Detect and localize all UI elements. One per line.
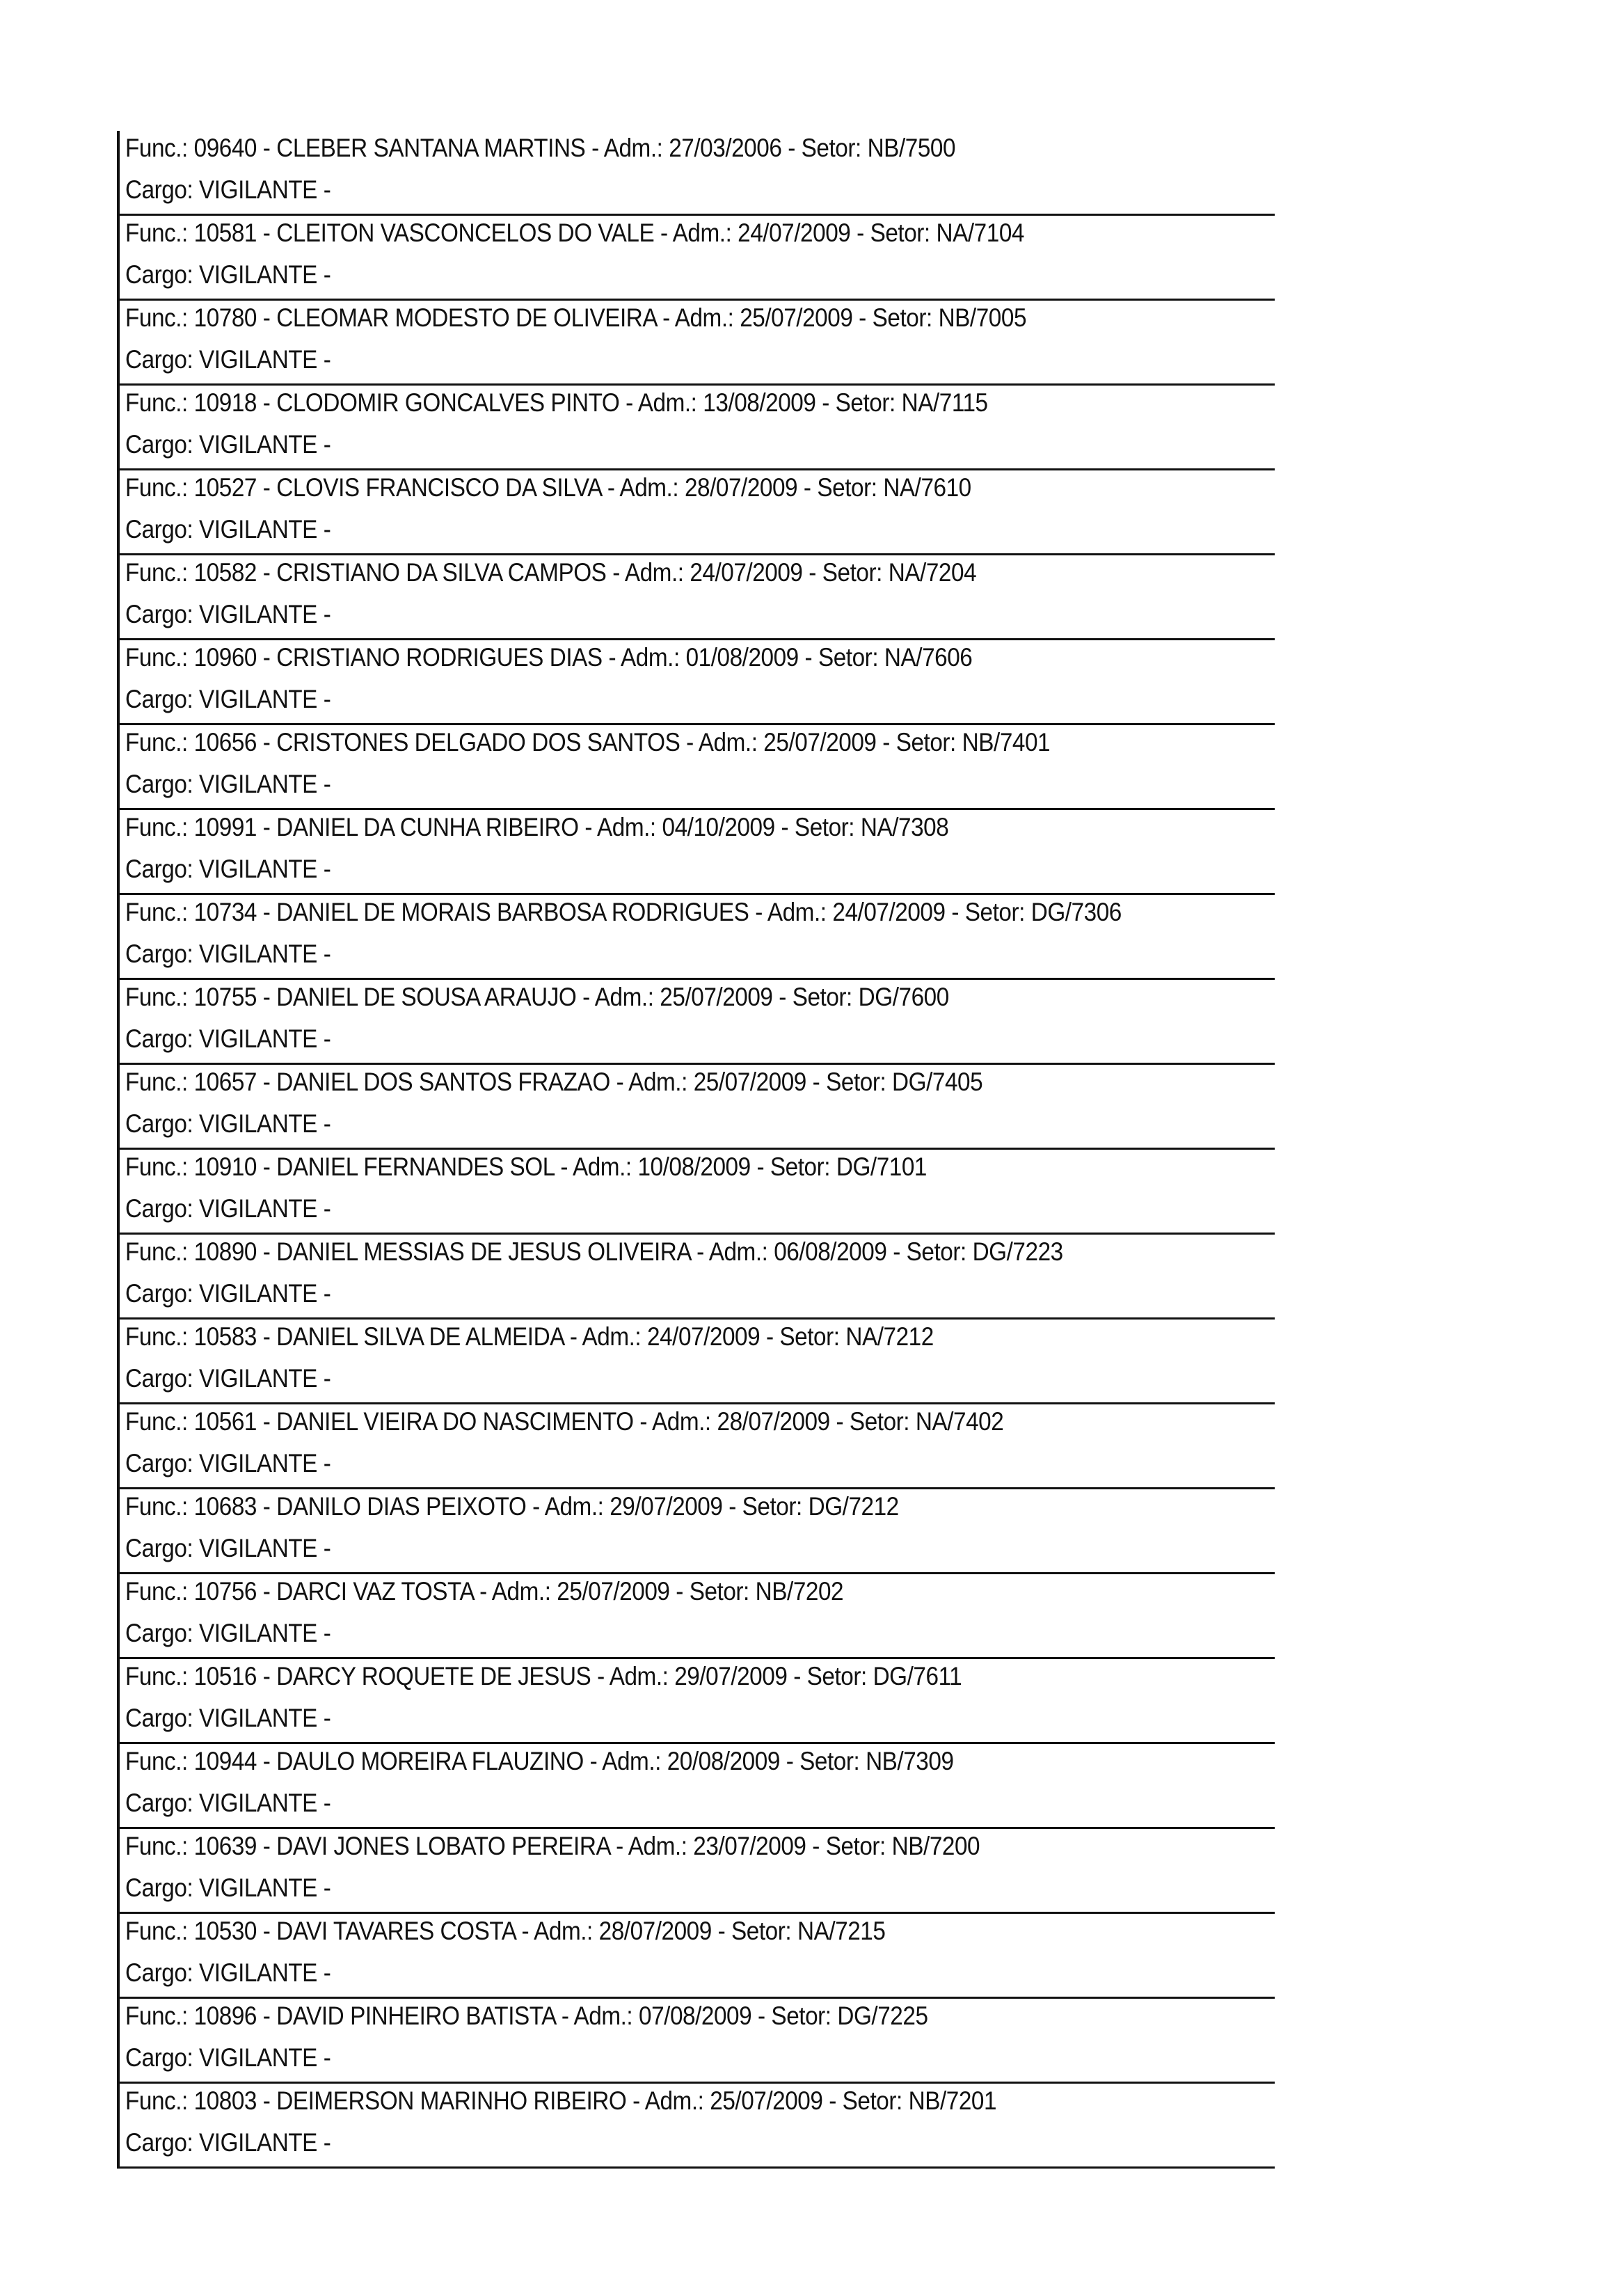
record-employee-line: Func.: 10516 - DARCY ROQUETE DE JESUS - Adm.: 29/07/2009 - Setor: DG/7611 (125, 1662, 962, 1690)
employee-record (117, 895, 1275, 980)
record-cargo-line: Cargo: VIGILANTE - (125, 940, 331, 968)
record-cargo-line: Cargo: VIGILANTE - (125, 2043, 331, 2072)
record-cargo-line: Cargo: VIGILANTE - (125, 1873, 331, 1902)
record-employee-line: Func.: 10683 - DANILO DIAS PEIXOTO - Adm.: 29/07/2009 - Setor: DG/7212 (125, 1492, 899, 1521)
record-employee-line: Func.: 10734 - DANIEL DE MORAIS BARBOSA RODRIGUES - Adm.: 24/07/2009 - Setor: DG/7306 (125, 898, 1122, 926)
record-cargo-line: Cargo: VIGILANTE - (125, 1109, 331, 1138)
record-cargo-line: Cargo: VIGILANTE - (125, 260, 331, 289)
employee-record (117, 470, 1275, 555)
record-employee-line: Func.: 10991 - DANIEL DA CUNHA RIBEIRO - Adm.: 04/10/2009 - Setor: NA/7308 (125, 813, 949, 841)
employee-record (117, 1489, 1275, 1574)
employee-record (117, 1659, 1275, 1744)
record-employee-line: Func.: 10910 - DANIEL FERNANDES SOL - Adm.: 10/08/2009 - Setor: DG/7101 (125, 1152, 927, 1181)
employee-record (117, 1914, 1275, 1999)
record-cargo-line: Cargo: VIGILANTE - (125, 515, 331, 544)
record-cargo-line: Cargo: VIGILANTE - (125, 1364, 331, 1393)
employee-record (117, 131, 1275, 216)
record-cargo-line: Cargo: VIGILANTE - (125, 345, 331, 374)
employee-record (117, 810, 1275, 895)
record-employee-line: Func.: 10756 - DARCI VAZ TOSTA - Adm.: 25/07/2009 - Setor: NB/7202 (125, 1577, 844, 1606)
employee-record (117, 640, 1275, 725)
record-cargo-line: Cargo: VIGILANTE - (125, 1279, 331, 1308)
record-employee-line: Func.: 10527 - CLOVIS FRANCISCO DA SILVA - Adm.: 28/07/2009 - Setor: NA/7610 (125, 473, 971, 502)
employee-record (117, 980, 1275, 1065)
record-cargo-line: Cargo: VIGILANTE - (125, 430, 331, 459)
employee-record (117, 1235, 1275, 1320)
record-cargo-line: Cargo: VIGILANTE - (125, 1958, 331, 1987)
employee-record (117, 386, 1275, 470)
record-employee-line: Func.: 10582 - CRISTIANO DA SILVA CAMPOS - Adm.: 24/07/2009 - Setor: NA/7204 (125, 558, 977, 587)
record-cargo-line: Cargo: VIGILANTE - (125, 1534, 331, 1562)
record-employee-line: Func.: 10583 - DANIEL SILVA DE ALMEIDA - Adm.: 24/07/2009 - Setor: NA/7212 (125, 1322, 934, 1351)
record-cargo-line: Cargo: VIGILANTE - (125, 855, 331, 883)
record-cargo-line: Cargo: VIGILANTE - (125, 1619, 331, 1647)
record-cargo-line: Cargo: VIGILANTE - (125, 685, 331, 713)
record-employee-line: Func.: 10581 - CLEITON VASCONCELOS DO VALE - Adm.: 24/07/2009 - Setor: NA/7104 (125, 219, 1024, 247)
record-employee-line: Func.: 10657 - DANIEL DOS SANTOS FRAZAO - Adm.: 25/07/2009 - Setor: DG/7405 (125, 1068, 983, 1096)
record-employee-line: Func.: 10639 - DAVI JONES LOBATO PEREIRA - Adm.: 23/07/2009 - Setor: NB/7200 (125, 1832, 980, 1860)
record-employee-line: Func.: 10890 - DANIEL MESSIAS DE JESUS OLIVEIRA - Adm.: 06/08/2009 - Setor: DG/7223 (125, 1237, 1063, 1266)
record-employee-line: Func.: 10918 - CLODOMIR GONCALVES PINTO - Adm.: 13/08/2009 - Setor: NA/7115 (125, 388, 988, 417)
employee-record (117, 1320, 1275, 1404)
record-employee-line: Func.: 10561 - DANIEL VIEIRA DO NASCIMENTO - Adm.: 28/07/2009 - Setor: NA/7402 (125, 1407, 1004, 1436)
employee-record (117, 1574, 1275, 1659)
record-cargo-line: Cargo: VIGILANTE - (125, 770, 331, 798)
record-employee-line: Func.: 09640 - CLEBER SANTANA MARTINS - Adm.: 27/03/2006 - Setor: NB/7500 (125, 134, 956, 162)
record-employee-line: Func.: 10530 - DAVI TAVARES COSTA - Adm.: 28/07/2009 - Setor: NA/7215 (125, 1917, 886, 1945)
employee-record (117, 2084, 1275, 2169)
record-employee-line: Func.: 10656 - CRISTONES DELGADO DOS SANTOS - Adm.: 25/07/2009 - Setor: NB/7401 (125, 728, 1051, 756)
record-cargo-line: Cargo: VIGILANTE - (125, 1789, 331, 1817)
record-cargo-line: Cargo: VIGILANTE - (125, 600, 331, 628)
employee-record (117, 1999, 1275, 2084)
record-cargo-line: Cargo: VIGILANTE - (125, 2128, 331, 2157)
employee-record (117, 725, 1275, 810)
record-cargo-line: Cargo: VIGILANTE - (125, 175, 331, 204)
record-employee-line: Func.: 10780 - CLEOMAR MODESTO DE OLIVEIRA - Adm.: 25/07/2009 - Setor: NB/7005 (125, 303, 1027, 332)
employee-list (117, 131, 1275, 2169)
record-cargo-line: Cargo: VIGILANTE - (125, 1194, 331, 1223)
employee-record (117, 1829, 1275, 1914)
employee-record (117, 1744, 1275, 1829)
employee-record (117, 1150, 1275, 1235)
record-employee-line: Func.: 10896 - DAVID PINHEIRO BATISTA - Adm.: 07/08/2009 - Setor: DG/7225 (125, 2002, 928, 2030)
record-cargo-line: Cargo: VIGILANTE - (125, 1024, 331, 1053)
employee-record (117, 1404, 1275, 1489)
record-employee-line: Func.: 10944 - DAULO MOREIRA FLAUZINO - Adm.: 20/08/2009 - Setor: NB/7309 (125, 1747, 954, 1775)
employee-record (117, 301, 1275, 386)
employee-record (117, 555, 1275, 640)
employee-record (117, 1065, 1275, 1150)
employee-record (117, 216, 1275, 301)
record-cargo-line: Cargo: VIGILANTE - (125, 1449, 331, 1477)
record-cargo-line: Cargo: VIGILANTE - (125, 1704, 331, 1732)
record-divider (120, 2166, 1275, 2169)
record-employee-line: Func.: 10755 - DANIEL DE SOUSA ARAUJO - Adm.: 25/07/2009 - Setor: DG/7600 (125, 983, 949, 1011)
record-employee-line: Func.: 10803 - DEIMERSON MARINHO RIBEIRO - Adm.: 25/07/2009 - Setor: NB/7201 (125, 2086, 997, 2115)
record-employee-line: Func.: 10960 - CRISTIANO RODRIGUES DIAS - Adm.: 01/08/2009 - Setor: NA/7606 (125, 643, 973, 672)
